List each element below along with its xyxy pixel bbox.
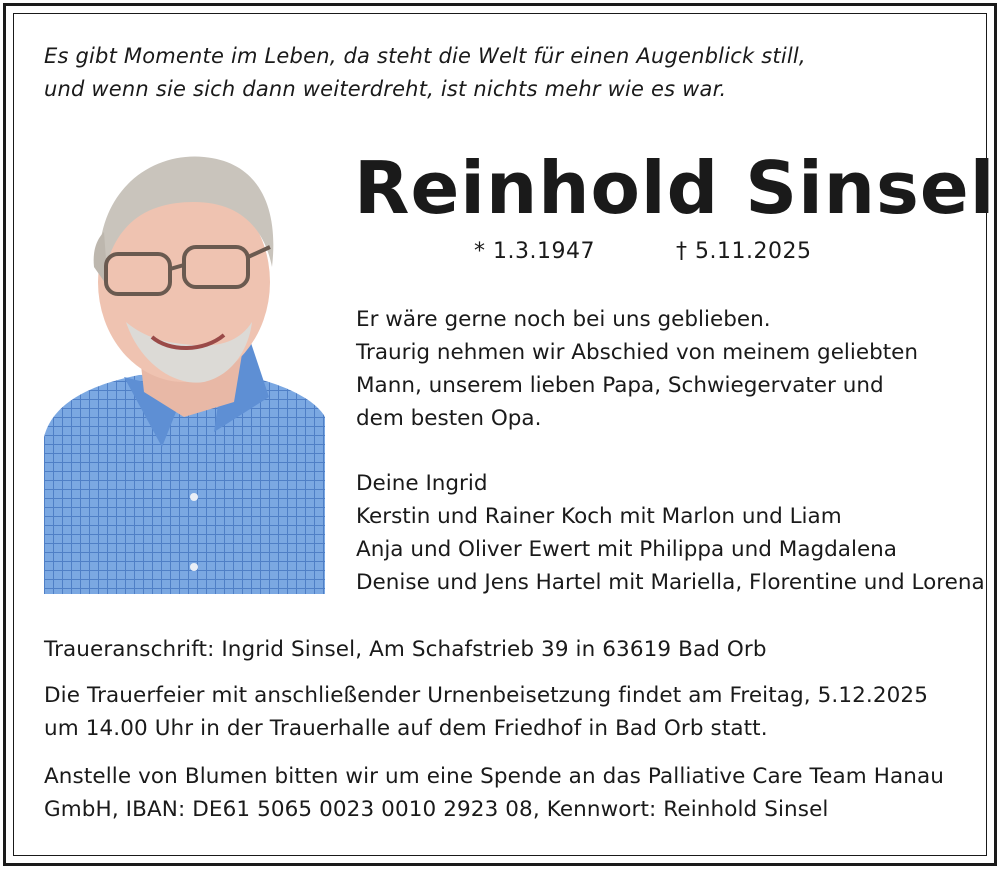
mourning-address: Traueranschrift: Ingrid Sinsel, Am Schafstrieb 39 in 63619 Bad Orb	[44, 637, 767, 662]
ceremony-line: um 14.00 Uhr in der Trauerhalle auf dem Friedhof in Bad Orb statt.	[44, 716, 768, 741]
family-line: Anja und Oliver Ewert mit Philippa und Magdalena	[356, 537, 897, 562]
farewell-line: dem besten Opa.	[356, 406, 542, 431]
donation-line: GmbH, IBAN: DE61 5065 0023 0010 2923 08, Kennwort: Reinhold Sinsel	[44, 797, 829, 822]
family-line: Deine Ingrid	[356, 471, 488, 496]
ceremony-info	[44, 679, 964, 745]
donation-info	[44, 760, 964, 826]
farewell-text	[356, 303, 976, 435]
ceremony-line: Die Trauerfeier mit anschließender Urnenbeisetzung findet am Freitag, 5.12.2025	[44, 683, 928, 708]
family-list	[356, 467, 985, 599]
farewell-line: Mann, unserem lieben Papa, Schwiegervater und	[356, 373, 884, 398]
farewell-line: Er wäre gerne noch bei uns geblieben.	[356, 307, 771, 332]
birth-date: * 1.3.1947	[474, 239, 595, 264]
donation-line: Anstelle von Blumen bitten wir um eine Spende an das Palliative Care Team Hanau	[44, 764, 944, 789]
motto-line: Es gibt Momente im Leben, da steht die Welt für einen Augenblick still,	[44, 44, 806, 68]
portrait-photo	[44, 147, 325, 594]
family-line: Kerstin und Rainer Koch mit Marlon und Liam	[356, 504, 842, 529]
motto-quote	[44, 40, 944, 106]
farewell-line: Traurig nehmen wir Abschied von meinem geliebten	[356, 340, 919, 365]
motto-line: und wenn sie sich dann weiterdreht, ist nichts mehr wie es war.	[44, 77, 727, 101]
family-line: Denise und Jens Hartel mit Mariella, Florentine und Lorena	[356, 570, 985, 595]
death-date: † 5.11.2025	[676, 239, 812, 264]
deceased-name: Reinhold Sinsel	[354, 146, 996, 230]
